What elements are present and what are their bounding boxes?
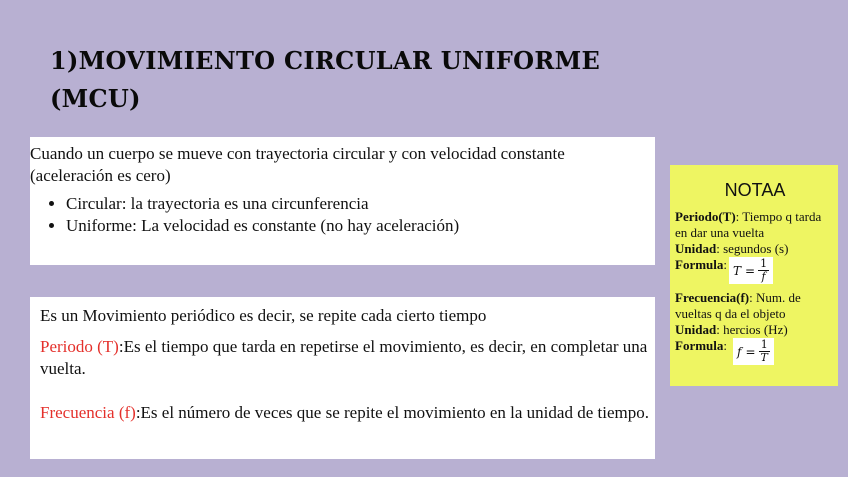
bullet-circular: • Circular: la trayectoria es una circunferencia	[66, 193, 655, 215]
formula-frequency-image	[733, 338, 774, 365]
formula-frequency-eq: =	[745, 344, 756, 359]
note-frecuencia	[675, 290, 835, 322]
formula-period-fraction	[758, 258, 769, 283]
note-title: NOTAA	[724, 180, 786, 200]
frecuencia-text: :Es el número de veces que se repite el movimiento en la unidad de tiempo.	[135, 403, 649, 422]
periodo-text: :Es el tiempo que tarda en repetirse el movimiento, es decir, en completar una vuelta.	[40, 337, 648, 378]
periodic-panel	[30, 297, 655, 459]
frecuencia-label: Frecuencia (f)	[40, 403, 136, 422]
note-frecuencia-label: Frecuencia(f)	[675, 290, 750, 305]
note-frecuencia-text: : Num. de vueltas q da el objeto	[675, 290, 801, 321]
formula-period-lhs: T	[733, 263, 742, 278]
slide-title-line2: (MCU)	[50, 84, 141, 113]
note-formula-label-1: Formula	[675, 257, 724, 272]
note-formula-2	[675, 338, 835, 365]
note-formula-label-2: Formula	[675, 338, 724, 353]
periodic-intro: Es un Movimiento periódico es decir, se repite cada cierto tiempo	[40, 306, 487, 325]
note-periodo-text: : Tiempo q tarda en dar una vuelta	[675, 209, 822, 240]
formula-frequency-lhs: f	[737, 344, 742, 359]
formula-period-eq: =	[745, 263, 756, 278]
formula-frequency-den: T	[760, 351, 768, 364]
note-formula-1	[675, 257, 835, 284]
note-unidad-label-1: Unidad	[675, 241, 717, 256]
definition-intro: Cuando un cuerpo se mueve con trayectoria circular y con velocidad constante (aceleración es cero)	[30, 144, 565, 185]
definition-bullets	[30, 193, 655, 237]
note-unidad-1	[675, 241, 835, 257]
definition-panel	[30, 137, 655, 265]
note-formula-colon-1: :	[723, 257, 728, 272]
note-unidad-2	[675, 322, 835, 338]
formula-period-num: 1	[760, 257, 768, 270]
slide-title	[50, 42, 610, 118]
note-panel	[670, 165, 838, 386]
note-periodo-label: Periodo(T)	[675, 209, 736, 224]
periodo-definition	[40, 336, 655, 380]
note-unidad-label-2: Unidad	[675, 322, 717, 337]
note-unidad-text-2: : hercios (Hz)	[716, 322, 788, 337]
note-periodo	[675, 209, 835, 241]
formula-frequency-fraction	[759, 339, 770, 364]
formula-frequency-num: 1	[760, 338, 768, 351]
note-formula-colon-2: :	[723, 338, 728, 353]
frecuencia-definition	[40, 402, 655, 424]
formula-period-den: f	[761, 270, 766, 283]
formula-period-image	[729, 257, 773, 284]
periodo-label: Periodo (T)	[40, 337, 119, 356]
bullet-uniforme: • Uniforme: La velocidad es constante (no hay aceleración)	[66, 215, 655, 237]
note-unidad-text-1: : segundos (s)	[716, 241, 789, 256]
slide-title-line1: 1)MOVIMIENTO CIRCULAR UNIFORME	[50, 46, 601, 75]
